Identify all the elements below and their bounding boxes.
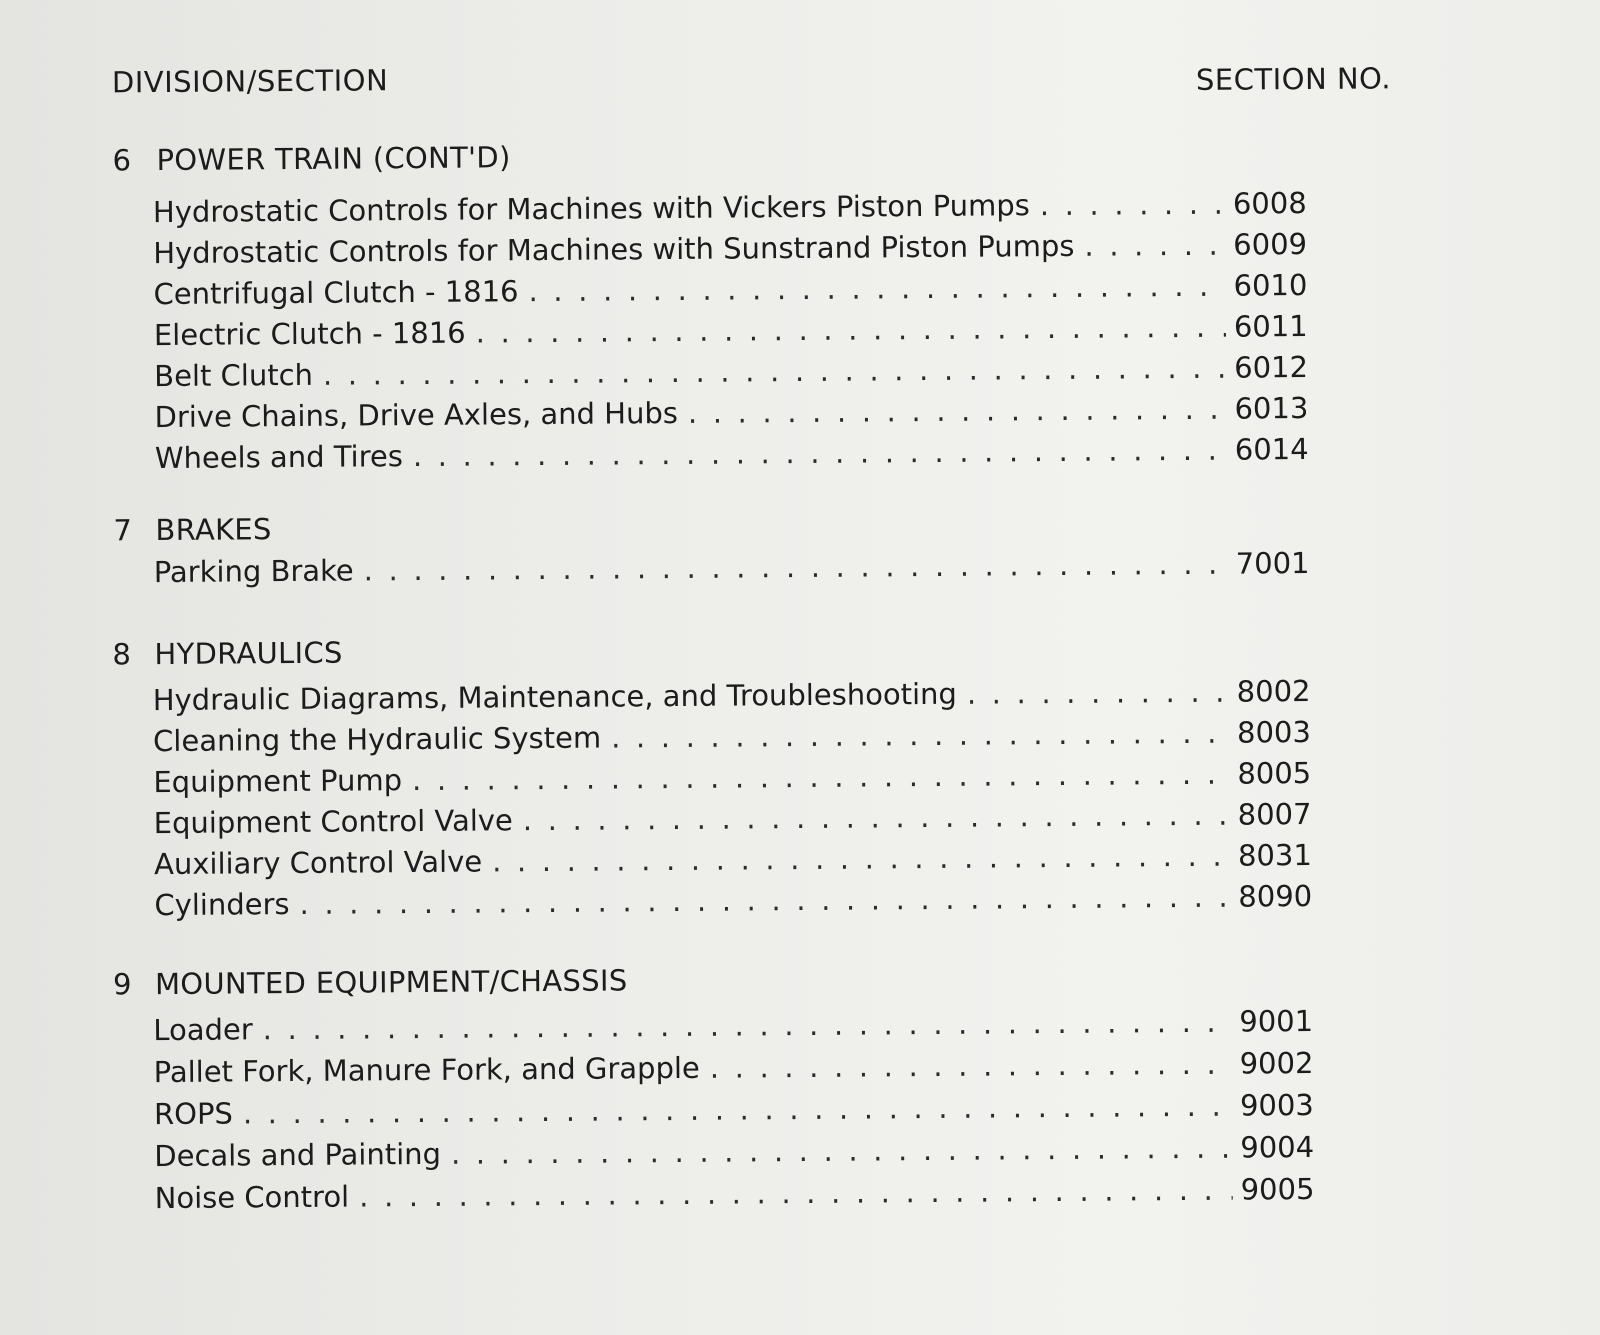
entry-section-number: 6011 xyxy=(1233,309,1308,344)
division-hydraulics xyxy=(0,626,1600,923)
dot-leader xyxy=(299,880,1230,921)
entry-label: Decals and Painting xyxy=(154,1136,442,1174)
division-mounted-equipment-chassis xyxy=(3,956,1600,1216)
dot-leader xyxy=(413,433,1227,473)
division-number: 9 xyxy=(112,967,132,1002)
entry-label: Loader xyxy=(153,1012,253,1048)
entry-section-number: 8003 xyxy=(1236,714,1311,750)
division-number: 7 xyxy=(113,513,133,548)
entry-label: Belt Clutch xyxy=(154,357,314,394)
entry-label: Equipment Control Valve xyxy=(153,803,513,841)
entry-section-number: 7001 xyxy=(1235,545,1310,581)
division-title: MOUNTED EQUIPMENT/CHASSIS xyxy=(154,963,628,1002)
entry-label: Noise Control xyxy=(154,1179,350,1216)
dot-leader xyxy=(412,757,1230,797)
dot-leader xyxy=(476,310,1226,350)
toc-entry xyxy=(154,797,1322,844)
dot-leader xyxy=(611,716,1229,755)
entry-section-number: 8007 xyxy=(1237,796,1312,832)
entry-label: Hydraulic Diagrams, Maintenance, and Troubleshooting xyxy=(152,676,957,718)
entry-section-number: 6012 xyxy=(1234,350,1309,385)
dot-leader xyxy=(688,392,1227,430)
entry-section-number: 9001 xyxy=(1239,1003,1314,1039)
entry-label: Cylinders xyxy=(154,887,290,923)
toc-entry xyxy=(154,1130,1324,1177)
division-number: 8 xyxy=(112,637,131,672)
entry-label: Auxiliary Control Valve xyxy=(153,844,483,882)
toc-entry xyxy=(155,432,1319,479)
entry-label: Pallet Fork, Manure Fork, and Grapple xyxy=(153,1050,700,1090)
toc-entry xyxy=(153,674,1321,721)
toc-entry xyxy=(154,309,1318,356)
entry-label: Hydrostatic Controls for Machines with Vickers Piston Pumps xyxy=(152,188,1030,230)
entry-section-number: 8002 xyxy=(1236,673,1311,709)
division-number: 6 xyxy=(112,143,132,178)
entry-label: Hydrostatic Controls for Machines with Sunstrand Piston Pumps xyxy=(153,228,1075,271)
toc-entry xyxy=(154,838,1322,885)
division-power-train xyxy=(0,132,1596,476)
entry-label: Parking Brake xyxy=(153,553,354,590)
toc-entry xyxy=(153,715,1321,762)
toc-entry xyxy=(154,350,1318,397)
entry-label: ROPS xyxy=(153,1096,234,1132)
toc-entry xyxy=(154,1046,1324,1093)
entry-label: Cleaning the Hydraulic System xyxy=(152,720,602,759)
dot-leader xyxy=(243,1089,1232,1131)
division-brakes xyxy=(0,502,1599,590)
toc-entry xyxy=(154,546,1320,593)
entry-label: Equipment Pump xyxy=(153,763,403,800)
entry-section-number: 9004 xyxy=(1240,1129,1315,1165)
dot-leader xyxy=(528,269,1225,308)
entry-section-number: 9005 xyxy=(1240,1171,1315,1207)
toc-entry xyxy=(153,1004,1323,1051)
entry-section-number: 8005 xyxy=(1237,755,1312,791)
entry-section-number: 6013 xyxy=(1234,391,1309,426)
dot-leader xyxy=(967,675,1229,711)
division-title: BRAKES xyxy=(155,512,272,548)
entry-section-number: 8090 xyxy=(1238,878,1313,914)
entry-section-number: 9002 xyxy=(1239,1045,1314,1081)
entry-section-number: 6010 xyxy=(1233,268,1308,303)
dot-leader xyxy=(1084,228,1225,263)
entry-section-number: 6014 xyxy=(1234,432,1309,467)
dot-leader xyxy=(364,547,1228,588)
toc-entry xyxy=(155,1172,1325,1219)
toc-entry xyxy=(153,227,1317,274)
dot-leader xyxy=(523,798,1230,838)
toc-entry xyxy=(154,391,1318,438)
toc-entry xyxy=(153,186,1317,233)
entry-label: Electric Clutch - 1816 xyxy=(153,315,466,353)
toc-entry xyxy=(153,756,1321,803)
dot-leader xyxy=(263,1005,1232,1047)
entry-section-number: 6009 xyxy=(1233,227,1308,262)
column-header-division-section: DIVISION/SECTION xyxy=(111,63,389,100)
dot-leader xyxy=(492,839,1230,879)
entry-section-number: 6008 xyxy=(1232,186,1307,221)
dot-leader xyxy=(1040,187,1225,222)
toc-entry xyxy=(154,879,1322,926)
dot-leader xyxy=(451,1131,1233,1171)
entry-label: Drive Chains, Drive Axles, and Hubs xyxy=(154,395,679,435)
division-title: HYDRAULICS xyxy=(154,635,343,672)
entry-label: Wheels and Tires xyxy=(154,439,404,476)
dot-leader xyxy=(710,1047,1232,1085)
entry-section-number: 8031 xyxy=(1237,837,1312,873)
dot-leader xyxy=(323,351,1226,392)
toc-entry xyxy=(153,268,1317,315)
toc-entry xyxy=(154,1088,1324,1135)
column-header-section-no: SECTION NO. xyxy=(1195,61,1392,97)
entry-label: Centrifugal Clutch - 1816 xyxy=(153,274,519,312)
division-title: POWER TRAIN (CONT'D) xyxy=(156,140,511,178)
dot-leader xyxy=(359,1173,1233,1214)
entry-section-number: 9003 xyxy=(1239,1087,1314,1123)
